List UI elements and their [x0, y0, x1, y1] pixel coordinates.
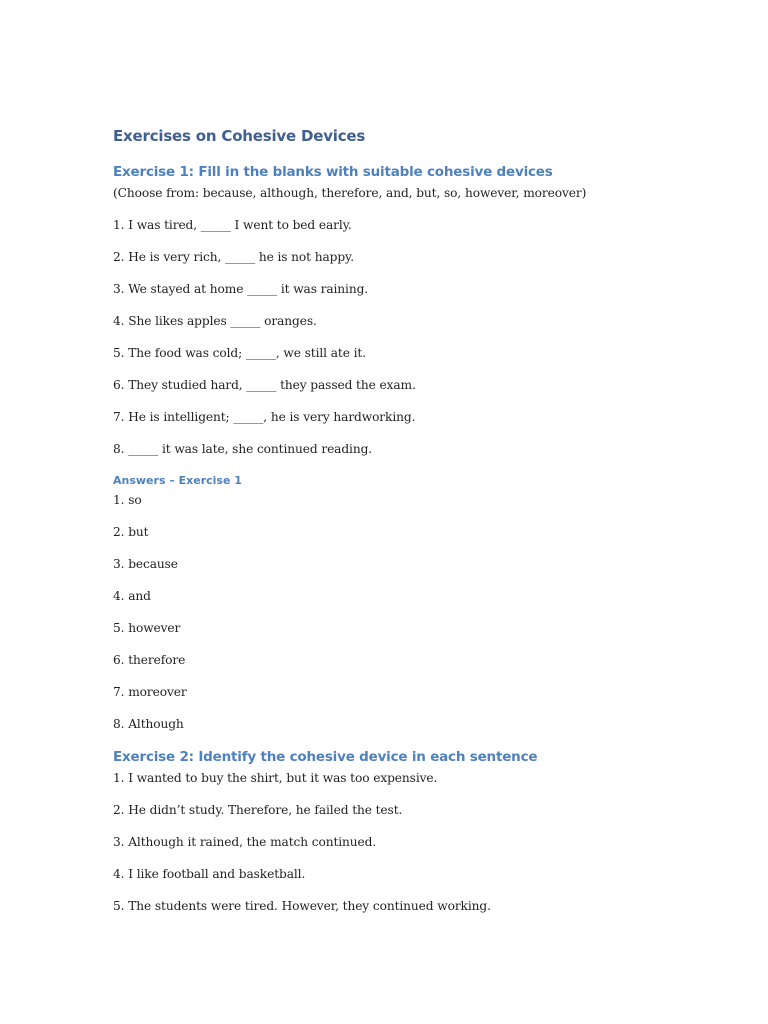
exercise-1-list — [113, 216, 713, 458]
exercise-1-item: 4. She likes apples _____ oranges. — [113, 314, 317, 328]
exercise-2-item: 5. The students were tired. However, they continued working. — [113, 899, 491, 913]
exercise-1-heading: Exercise 1: Fill in the blanks with suitable cohesive devices — [113, 164, 553, 180]
answers-1-list — [113, 491, 713, 733]
exercise-1-item: 3. We stayed at home _____ it was raining. — [113, 282, 369, 296]
answer-item: 5. however — [113, 621, 181, 635]
exercise-1-item: 8. _____ it was late, she continued reading. — [113, 442, 373, 456]
answer-item: 2. but — [113, 525, 149, 539]
exercise-2-item: 2. He didn’t study. Therefore, he failed the test. — [113, 803, 403, 817]
exercise-2-item: 4. I like football and basketball. — [113, 867, 306, 881]
exercise-1-item: 5. The food was cold; _____, we still ate it. — [113, 346, 366, 360]
answer-item: 6. therefore — [113, 653, 186, 667]
document-title: Exercises on Cohesive Devices — [113, 127, 366, 145]
exercise-1-item: 2. He is very rich, _____ he is not happy. — [113, 250, 354, 264]
exercise-1-item: 1. I was tired, _____ I went to bed early. — [113, 218, 352, 232]
exercise-2-list — [113, 769, 713, 915]
exercise-2-heading: Exercise 2: Identify the cohesive device in each sentence — [113, 749, 538, 765]
answer-item: 3. because — [113, 557, 178, 571]
exercise-1-item: 6. They studied hard, _____ they passed the exam. — [113, 378, 416, 392]
exercise-2-item: 1. I wanted to buy the shirt, but it was too expensive. — [113, 771, 438, 785]
answer-item: 4. and — [113, 589, 151, 603]
answer-item: 1. so — [113, 493, 142, 507]
answer-item: 7. moreover — [113, 685, 187, 699]
exercise-1-item: 7. He is intelligent; _____, he is very hardworking. — [113, 410, 416, 424]
exercise-1-instructions: (Choose from: because, although, therefore, and, but, so, however, moreover) — [113, 186, 587, 200]
answers-1-heading: Answers – Exercise 1 — [113, 474, 242, 487]
answer-item: 8. Although — [113, 717, 184, 731]
document-content — [113, 124, 713, 915]
exercise-2-item: 3. Although it rained, the match continued. — [113, 835, 377, 849]
